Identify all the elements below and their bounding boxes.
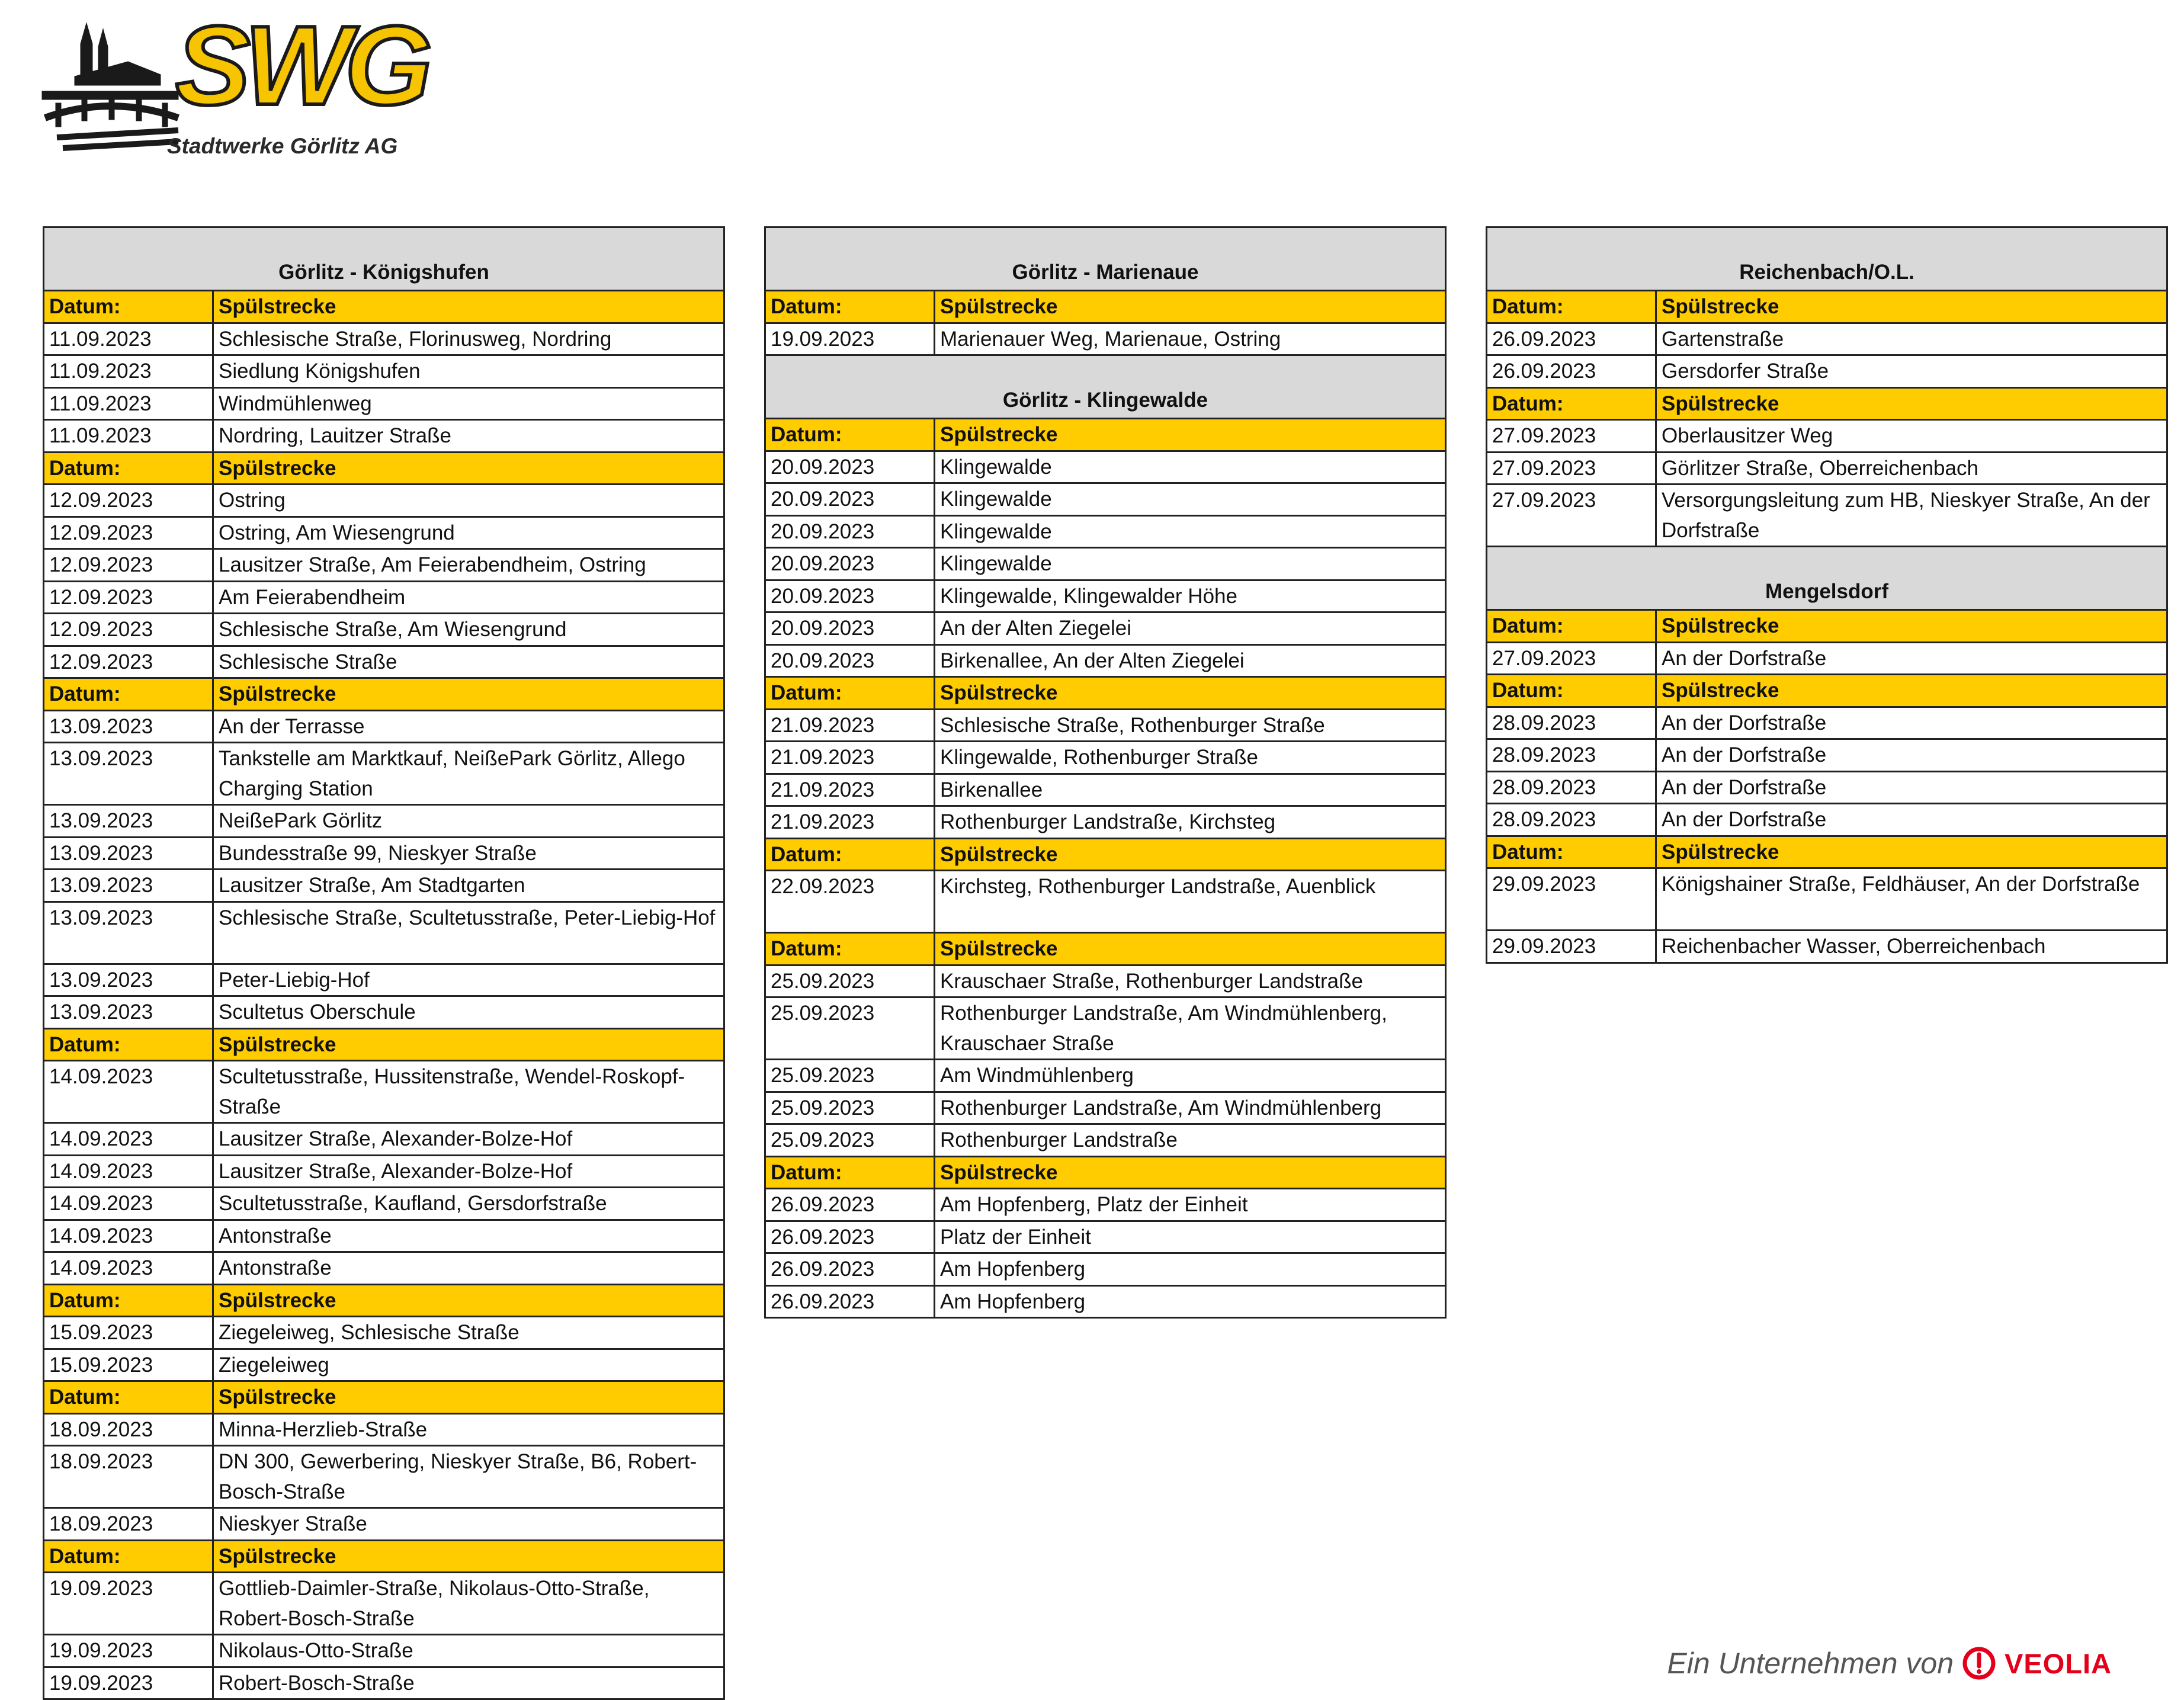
date-cell: 14.09.2023 — [44, 1188, 213, 1220]
table-row — [44, 1317, 724, 1349]
route-cell: Tankstelle am Marktkauf, NeißePark Görlitz, Allego Charging Station — [213, 743, 724, 805]
route-cell: Rothenburger Landstraße — [935, 1124, 1446, 1157]
route-cell: Reichenbacher Wasser, Oberreichenbach — [1656, 931, 2167, 963]
date-cell: 12.09.2023 — [44, 646, 213, 678]
section-header — [765, 227, 1446, 291]
column-header-row — [765, 291, 1446, 323]
route-cell: An der Dorfstraße — [1656, 642, 2167, 675]
route-cell: Klingewalde — [935, 548, 1446, 580]
date-cell: 20.09.2023 — [765, 548, 935, 580]
date-column-header: Datum: — [765, 419, 935, 451]
date-column-header: Datum: — [765, 838, 935, 871]
table-row — [44, 1667, 724, 1699]
route-cell: Ostring — [213, 485, 724, 517]
schedule-marienaue-klingewalde — [764, 226, 1447, 1319]
column-header-row — [44, 1381, 724, 1414]
table-row — [44, 1123, 724, 1156]
column-header-row — [765, 933, 1446, 966]
table-row — [44, 1508, 724, 1541]
table-row — [765, 1092, 1446, 1124]
date-cell: 11.09.2023 — [44, 387, 213, 420]
route-cell: Scultetusstraße, Hussitenstraße, Wendel-Roskopf-Straße — [213, 1061, 724, 1123]
table-row — [44, 805, 724, 838]
route-cell: Scultetus Oberschule — [213, 996, 724, 1029]
route-cell: Klingewalde, Klingewalder Höhe — [935, 580, 1446, 612]
column-header-row — [44, 291, 724, 323]
date-cell: 14.09.2023 — [44, 1252, 213, 1285]
route-column-header: Spülstrecke — [213, 1381, 724, 1414]
table-row — [765, 1189, 1446, 1221]
footer-credit — [1667, 1644, 2112, 1682]
date-cell: 12.09.2023 — [44, 549, 213, 582]
date-cell: 28.09.2023 — [1487, 707, 1656, 739]
date-cell: 26.09.2023 — [765, 1189, 935, 1221]
route-cell: Rothenburger Landstraße, Am Windmühlenberg, Krauschaer Straße — [935, 997, 1446, 1060]
route-cell: Klingewalde, Rothenburger Straße — [935, 742, 1446, 774]
schedule-reichenbach-mengelsdorf — [1486, 226, 2168, 964]
route-column-header: Spülstrecke — [213, 291, 724, 323]
route-cell: Lausitzer Straße, Alexander-Bolze-Hof — [213, 1123, 724, 1156]
table-row — [765, 709, 1446, 742]
route-cell: Gottlieb-Daimler-Straße, Nikolaus-Otto-Straße, Robert-Bosch-Straße — [213, 1573, 724, 1635]
route-cell: Peter-Liebig-Hof — [213, 964, 724, 996]
route-column-header: Spülstrecke — [213, 452, 724, 485]
route-cell: Minna-Herzlieb-Straße — [213, 1413, 724, 1446]
table-row — [765, 806, 1446, 839]
table-row — [44, 964, 724, 996]
table-row — [1487, 868, 2167, 931]
table-row — [44, 1155, 724, 1188]
table-row — [765, 742, 1446, 774]
date-cell: 11.09.2023 — [44, 420, 213, 453]
date-column-header: Datum: — [44, 1284, 213, 1317]
date-cell: 20.09.2023 — [765, 451, 935, 483]
schedule-koenigshufen — [43, 226, 725, 1700]
route-column-header: Spülstrecke — [213, 1028, 724, 1061]
route-cell: Gersdorfer Straße — [1656, 355, 2167, 388]
route-cell: Am Feierabendheim — [213, 581, 724, 614]
date-cell: 13.09.2023 — [44, 805, 213, 838]
route-cell: Antonstraße — [213, 1220, 724, 1252]
town-skyline-icon — [39, 20, 181, 156]
route-cell: Oberlausitzer Weg — [1656, 420, 2167, 453]
date-cell: 14.09.2023 — [44, 1123, 213, 1156]
route-cell: Robert-Bosch-Straße — [213, 1667, 724, 1699]
column-header-row — [44, 678, 724, 711]
route-cell: Birkenallee, An der Alten Ziegelei — [935, 644, 1446, 677]
date-cell: 14.09.2023 — [44, 1220, 213, 1252]
route-cell: Gartenstraße — [1656, 323, 2167, 355]
date-cell: 25.09.2023 — [765, 1092, 935, 1124]
table-row — [1487, 931, 2167, 963]
table-row — [765, 1221, 1446, 1253]
column-header-row — [765, 838, 1446, 871]
date-cell: 22.09.2023 — [765, 871, 935, 933]
table-row — [765, 483, 1446, 516]
table-row — [44, 710, 724, 743]
route-cell: Ziegeleiweg — [213, 1349, 724, 1381]
route-cell: An der Dorfstraße — [1656, 739, 2167, 772]
table-row — [765, 1285, 1446, 1318]
date-cell: 28.09.2023 — [1487, 804, 1656, 836]
route-cell: An der Dorfstraße — [1656, 707, 2167, 739]
route-cell: Kirchsteg, Rothenburger Landstraße, Auenblick — [935, 871, 1446, 933]
date-cell: 14.09.2023 — [44, 1061, 213, 1123]
date-cell: 26.09.2023 — [765, 1285, 935, 1318]
date-cell: 13.09.2023 — [44, 996, 213, 1029]
date-cell: 27.09.2023 — [1487, 420, 1656, 453]
route-cell: Siedlung Königshufen — [213, 355, 724, 388]
date-cell: 15.09.2023 — [44, 1349, 213, 1381]
date-cell: 19.09.2023 — [44, 1667, 213, 1699]
table-row — [44, 837, 724, 870]
date-cell: 15.09.2023 — [44, 1317, 213, 1349]
table-row — [1487, 804, 2167, 836]
table-row — [765, 451, 1446, 483]
table-row — [44, 549, 724, 582]
route-cell: Schlesische Straße, Florinusweg, Nordring — [213, 323, 724, 355]
date-column-header: Datum: — [44, 452, 213, 485]
date-cell: 20.09.2023 — [765, 483, 935, 516]
table-row — [1487, 452, 2167, 485]
logo-subtitle: Stadtwerke Görlitz AG — [167, 134, 398, 158]
date-cell: 21.09.2023 — [765, 742, 935, 774]
date-cell: 28.09.2023 — [1487, 771, 1656, 804]
date-cell: 25.09.2023 — [765, 965, 935, 997]
table-row — [1487, 323, 2167, 355]
route-cell: DN 300, Gewerbering, Nieskyer Straße, B6, Robert-Bosch-Straße — [213, 1446, 724, 1508]
date-cell: 13.09.2023 — [44, 902, 213, 964]
route-cell: Am Hopfenberg — [935, 1285, 1446, 1318]
column-header-row — [1487, 387, 2167, 420]
route-cell: Klingewalde — [935, 515, 1446, 548]
route-column-header: Spülstrecke — [213, 1540, 724, 1573]
table-row — [765, 1253, 1446, 1286]
date-cell: 26.09.2023 — [1487, 355, 1656, 388]
table-row — [765, 965, 1446, 997]
table-row — [44, 355, 724, 388]
date-cell: 26.09.2023 — [765, 1253, 935, 1286]
date-column-header: Datum: — [1487, 610, 1656, 643]
table-row — [765, 515, 1446, 548]
column-header-row — [1487, 610, 2167, 643]
route-column-header: Spülstrecke — [213, 678, 724, 711]
date-cell: 25.09.2023 — [765, 997, 935, 1060]
route-column-header: Spülstrecke — [935, 291, 1446, 323]
table-row — [44, 1220, 724, 1252]
table-row — [765, 1124, 1446, 1157]
date-cell: 13.09.2023 — [44, 837, 213, 870]
date-column-header: Datum: — [1487, 836, 1656, 868]
date-cell: 29.09.2023 — [1487, 868, 1656, 931]
route-cell: An der Dorfstraße — [1656, 804, 2167, 836]
route-cell: Am Windmühlenberg — [935, 1060, 1446, 1092]
route-cell: Klingewalde — [935, 451, 1446, 483]
table-row — [1487, 739, 2167, 772]
section-title: Görlitz - Klingewalde — [765, 355, 1446, 419]
date-cell: 13.09.2023 — [44, 743, 213, 805]
table-row — [1487, 771, 2167, 804]
route-column-header: Spülstrecke — [935, 419, 1446, 451]
route-column-header: Spülstrecke — [935, 1156, 1446, 1189]
date-column-header: Datum: — [44, 1381, 213, 1414]
table-row — [44, 1635, 724, 1667]
route-cell: An der Terrasse — [213, 710, 724, 743]
route-cell: Windmühlenweg — [213, 387, 724, 420]
route-cell: Schlesische Straße, Scultetusstraße, Peter-Liebig-Hof — [213, 902, 724, 964]
footer-text: Ein Unternehmen von — [1667, 1647, 1954, 1680]
column-header-row — [1487, 675, 2167, 707]
column-header-row — [765, 677, 1446, 710]
date-cell: 11.09.2023 — [44, 323, 213, 355]
column-header-row — [44, 1028, 724, 1061]
section-header — [44, 227, 724, 291]
date-cell: 25.09.2023 — [765, 1124, 935, 1157]
date-cell: 18.09.2023 — [44, 1446, 213, 1508]
section-title: Mengelsdorf — [1487, 547, 2167, 610]
route-cell: Scultetusstraße, Kaufland, Gersdorfstraße — [213, 1188, 724, 1220]
date-cell: 25.09.2023 — [765, 1060, 935, 1092]
table-row — [44, 387, 724, 420]
route-cell: Rothenburger Landstraße, Kirchsteg — [935, 806, 1446, 839]
route-cell: Lausitzer Straße, Am Feierabendheim, Ostring — [213, 549, 724, 582]
date-cell: 19.09.2023 — [44, 1635, 213, 1667]
date-cell: 19.09.2023 — [765, 323, 935, 355]
table-row — [1487, 707, 2167, 739]
table-row — [44, 420, 724, 453]
route-cell: Antonstraße — [213, 1252, 724, 1285]
column-header-row — [765, 419, 1446, 451]
route-cell: Krauschaer Straße, Rothenburger Landstraße — [935, 965, 1446, 997]
route-column-header: Spülstrecke — [1656, 291, 2167, 323]
route-cell: Ostring, Am Wiesengrund — [213, 517, 724, 549]
date-cell: 20.09.2023 — [765, 580, 935, 612]
date-column-header: Datum: — [765, 677, 935, 710]
date-column-header: Datum: — [44, 1028, 213, 1061]
route-column-header: Spülstrecke — [1656, 387, 2167, 420]
section-title: Görlitz - Königshufen — [44, 227, 724, 291]
date-cell: 13.09.2023 — [44, 964, 213, 996]
route-column-header: Spülstrecke — [935, 677, 1446, 710]
route-cell: NeißePark Görlitz — [213, 805, 724, 838]
section-title: Reichenbach/O.L. — [1487, 227, 2167, 291]
date-column-header: Datum: — [765, 1156, 935, 1189]
date-cell: 12.09.2023 — [44, 581, 213, 614]
date-column-header: Datum: — [44, 1540, 213, 1573]
date-cell: 20.09.2023 — [765, 612, 935, 645]
date-cell: 27.09.2023 — [1487, 642, 1656, 675]
table-row — [765, 997, 1446, 1060]
logo-wordmark: SWG — [175, 3, 426, 129]
table-row — [44, 1188, 724, 1220]
section-title: Görlitz - Marienaue — [765, 227, 1446, 291]
date-column-header: Datum: — [1487, 675, 1656, 707]
table-row — [1487, 642, 2167, 675]
table-row — [765, 580, 1446, 612]
route-cell: Ziegeleiweg, Schlesische Straße — [213, 1317, 724, 1349]
table-row — [44, 1252, 724, 1285]
table-row — [44, 902, 724, 964]
table-row — [765, 1060, 1446, 1092]
table-row — [1487, 420, 2167, 453]
table-row — [44, 485, 724, 517]
route-cell: Nikolaus-Otto-Straße — [213, 1635, 724, 1667]
date-cell: 13.09.2023 — [44, 870, 213, 902]
date-cell: 21.09.2023 — [765, 774, 935, 806]
route-cell: Schlesische Straße, Am Wiesengrund — [213, 614, 724, 646]
date-column-header: Datum: — [1487, 387, 1656, 420]
table-row — [44, 870, 724, 902]
date-cell: 27.09.2023 — [1487, 485, 1656, 547]
table-row — [765, 548, 1446, 580]
date-cell: 18.09.2023 — [44, 1413, 213, 1446]
route-cell: Platz der Einheit — [935, 1221, 1446, 1253]
date-cell: 12.09.2023 — [44, 614, 213, 646]
column-header-row — [1487, 836, 2167, 868]
table-row — [44, 517, 724, 549]
column-header-row — [44, 452, 724, 485]
route-column-header: Spülstrecke — [213, 1284, 724, 1317]
date-cell: 13.09.2023 — [44, 710, 213, 743]
table-row — [44, 1413, 724, 1446]
route-cell: Nieskyer Straße — [213, 1508, 724, 1541]
route-cell: An der Alten Ziegelei — [935, 612, 1446, 645]
section-header — [765, 355, 1446, 419]
date-column-header: Datum: — [765, 933, 935, 966]
route-cell: Schlesische Straße — [213, 646, 724, 678]
route-cell: Nordring, Lauitzer Straße — [213, 420, 724, 453]
date-column-header: Datum: — [44, 678, 213, 711]
date-cell: 12.09.2023 — [44, 485, 213, 517]
column-header-row — [765, 1156, 1446, 1189]
route-column-header: Spülstrecke — [1656, 675, 2167, 707]
route-cell: Bundesstraße 99, Nieskyer Straße — [213, 837, 724, 870]
date-cell: 18.09.2023 — [44, 1508, 213, 1541]
route-cell: Am Hopfenberg, Platz der Einheit — [935, 1189, 1446, 1221]
route-cell: Görlitzer Straße, Oberreichenbach — [1656, 452, 2167, 485]
date-cell: 20.09.2023 — [765, 515, 935, 548]
table-row — [44, 996, 724, 1029]
table-row — [765, 644, 1446, 677]
route-column-header: Spülstrecke — [1656, 836, 2167, 868]
route-cell: Versorgungsleitung zum HB, Nieskyer Straße, An der Dorfstraße — [1656, 485, 2167, 547]
route-cell: Marienauer Weg, Marienaue, Ostring — [935, 323, 1446, 355]
column-header-row — [44, 1284, 724, 1317]
date-cell: 26.09.2023 — [765, 1221, 935, 1253]
date-cell: 29.09.2023 — [1487, 931, 1656, 963]
table-row — [44, 1349, 724, 1381]
section-header — [1487, 227, 2167, 291]
date-cell: 12.09.2023 — [44, 517, 213, 549]
date-cell: 14.09.2023 — [44, 1155, 213, 1188]
veolia-wordmark: VEOLIA — [2005, 1647, 2112, 1679]
table-row — [44, 646, 724, 678]
column-header-row — [44, 1540, 724, 1573]
column-header-row — [1487, 291, 2167, 323]
table-row — [44, 614, 724, 646]
date-cell: 21.09.2023 — [765, 709, 935, 742]
table-row — [765, 323, 1446, 355]
veolia-logo-icon — [1962, 1646, 1996, 1680]
table-row — [44, 323, 724, 355]
route-column-header: Spülstrecke — [1656, 610, 2167, 643]
date-cell: 19.09.2023 — [44, 1573, 213, 1635]
date-cell: 20.09.2023 — [765, 644, 935, 677]
date-cell: 26.09.2023 — [1487, 323, 1656, 355]
route-cell: Klingewalde — [935, 483, 1446, 516]
route-cell: Rothenburger Landstraße, Am Windmühlenberg — [935, 1092, 1446, 1124]
route-cell: Lausitzer Straße, Alexander-Bolze-Hof — [213, 1155, 724, 1188]
route-cell: An der Dorfstraße — [1656, 771, 2167, 804]
table-row — [765, 871, 1446, 933]
table-row — [1487, 355, 2167, 388]
table-row — [44, 1573, 724, 1635]
route-column-header: Spülstrecke — [935, 933, 1446, 966]
date-column-header: Datum: — [1487, 291, 1656, 323]
route-cell: Birkenallee — [935, 774, 1446, 806]
date-cell: 11.09.2023 — [44, 355, 213, 388]
table-row — [44, 1446, 724, 1508]
company-logo — [39, 3, 430, 162]
table-row — [765, 612, 1446, 645]
date-column-header: Datum: — [44, 291, 213, 323]
route-cell: Lausitzer Straße, Am Stadtgarten — [213, 870, 724, 902]
route-cell: Schlesische Straße, Rothenburger Straße — [935, 709, 1446, 742]
date-cell: 21.09.2023 — [765, 806, 935, 839]
route-cell: Am Hopfenberg — [935, 1253, 1446, 1286]
table-row — [44, 581, 724, 614]
table-row — [44, 743, 724, 805]
date-column-header: Datum: — [765, 291, 935, 323]
date-cell: 27.09.2023 — [1487, 452, 1656, 485]
table-row — [1487, 485, 2167, 547]
table-row — [765, 774, 1446, 806]
route-column-header: Spülstrecke — [935, 838, 1446, 871]
table-row — [44, 1061, 724, 1123]
section-header — [1487, 547, 2167, 610]
date-cell: 28.09.2023 — [1487, 739, 1656, 772]
route-cell: Königshainer Straße, Feldhäuser, An der Dorfstraße — [1656, 868, 2167, 931]
